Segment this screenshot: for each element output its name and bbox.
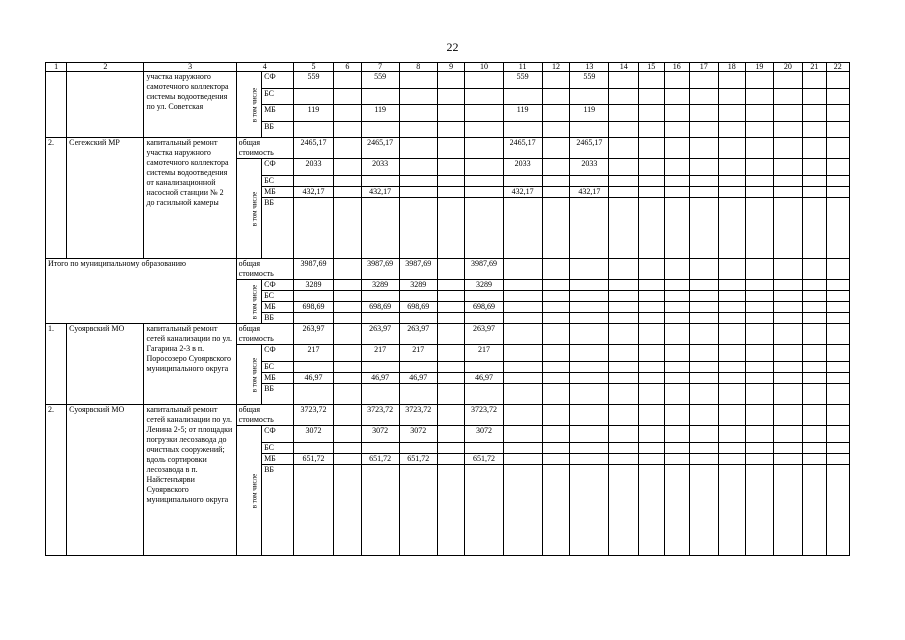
cell-value: 2465,17 [570, 138, 609, 159]
table-row [46, 405, 850, 426]
col-header: 1 [46, 63, 67, 72]
row-number: 2. [46, 405, 67, 556]
municipality-cell: Суоярвский МО [67, 405, 144, 556]
cell-value: 559 [503, 72, 542, 89]
col-header: 21 [803, 63, 826, 72]
fund-label: ВБ [262, 384, 294, 405]
cell-value: 3723,72 [399, 405, 437, 426]
col-header: 9 [437, 63, 465, 72]
col-header: 16 [664, 63, 689, 72]
cell-value: 3072 [293, 426, 333, 443]
cell-value: 651,72 [361, 454, 399, 465]
col-header: 11 [503, 63, 542, 72]
cell-value: 3289 [465, 280, 503, 291]
cell-value: 698,69 [361, 302, 399, 313]
cell-value: 3723,72 [465, 405, 503, 426]
fund-label: ВБ [262, 121, 294, 138]
cell-value: 3072 [361, 426, 399, 443]
cell-value: 559 [361, 72, 399, 89]
fund-label: ВБ [262, 465, 294, 556]
cell-value: 46,97 [465, 373, 503, 384]
budget-table [45, 62, 850, 556]
vert-label: в том числе [236, 72, 261, 138]
cell-value: 46,97 [399, 373, 437, 384]
fund-label: БС [262, 291, 294, 302]
fund-label: БС [262, 362, 294, 373]
cell-value: 3987,69 [465, 259, 503, 280]
table-row [46, 138, 850, 159]
cell-value: 46,97 [361, 373, 399, 384]
table-row [46, 324, 850, 345]
cell-value: 3289 [361, 280, 399, 291]
cell-value: 263,97 [399, 324, 437, 345]
cell-value: 651,72 [293, 454, 333, 465]
object-description: участка наружного самотечного коллектора системы водоотведения по ул. Советская [144, 72, 236, 138]
cell-value: 3072 [465, 426, 503, 443]
cell-value: 263,97 [361, 324, 399, 345]
cell-value: 217 [399, 345, 437, 362]
col-header: 3 [144, 63, 236, 72]
cell-value: 2465,17 [293, 138, 333, 159]
municipality-cell [67, 72, 144, 138]
cell-value: 432,17 [503, 187, 542, 198]
cell-value: 2033 [503, 159, 542, 176]
table-row [46, 259, 850, 280]
cell-value: 698,69 [465, 302, 503, 313]
fund-label: МБ [262, 187, 294, 198]
header-row [46, 63, 850, 72]
cell-value: 263,97 [293, 324, 333, 345]
cell-value: 2033 [361, 159, 399, 176]
col-header: 17 [689, 63, 718, 72]
cell-value: 698,69 [399, 302, 437, 313]
fund-label: БС [262, 88, 294, 105]
subtotal-label: Итого по муниципальному образованию [46, 259, 237, 324]
object-description: капитальный ремонт сетей канализации по ул. Ленина 2-5; от площадки погрузки лесозавода до очистных сооружений; вдоль сортировки лесозавода в п. Найстенъярви Суоярвского муниципального округа [144, 405, 236, 556]
fund-label: МБ [262, 302, 294, 313]
fund-label: СФ [262, 426, 294, 443]
total-label: общая стоимость [236, 259, 293, 280]
cell-value: 3987,69 [293, 259, 333, 280]
cell-value: 651,72 [399, 454, 437, 465]
fund-label: МБ [262, 454, 294, 465]
fund-label: БС [262, 176, 294, 187]
fund-label: СФ [262, 280, 294, 291]
col-header: 14 [609, 63, 639, 72]
cell-value: 3987,69 [399, 259, 437, 280]
fund-label: СФ [262, 159, 294, 176]
row-number [46, 72, 67, 138]
cell-value: 3723,72 [361, 405, 399, 426]
cell-value: 119 [293, 105, 333, 122]
cell-value: 217 [361, 345, 399, 362]
col-header: 6 [334, 63, 362, 72]
page-number: 22 [446, 40, 459, 54]
cell-value: 3723,72 [293, 405, 333, 426]
col-header: 10 [465, 63, 503, 72]
fund-label: ВБ [262, 313, 294, 324]
municipality-cell: Суоярвский МО [67, 324, 144, 405]
vert-label: в том числе [236, 280, 261, 324]
cell-value: 217 [465, 345, 503, 362]
total-label: общая стоимость [236, 138, 293, 159]
col-header: 15 [639, 63, 664, 72]
total-label: общая стоимость [236, 324, 293, 345]
municipality-cell: Сегежский МР [67, 138, 144, 259]
cell-value: 3289 [293, 280, 333, 291]
col-header: 7 [361, 63, 399, 72]
cell-value: 3072 [399, 426, 437, 443]
cell-value: 559 [293, 72, 333, 89]
col-header: 22 [826, 63, 849, 72]
row-number: 1. [46, 324, 67, 405]
cell-value: 2033 [570, 159, 609, 176]
cell-value: 46,97 [293, 373, 333, 384]
col-header: 2 [67, 63, 144, 72]
fund-label: СФ [262, 72, 294, 89]
cell-value: 119 [570, 105, 609, 122]
table-row [46, 72, 850, 89]
fund-label: МБ [262, 373, 294, 384]
vert-label: в том числе [236, 345, 261, 405]
cell-value: 2465,17 [503, 138, 542, 159]
fund-label: БС [262, 443, 294, 454]
cell-value: 2465,17 [361, 138, 399, 159]
col-header: 18 [718, 63, 746, 72]
total-label: общая стоимость [236, 405, 293, 426]
fund-label: МБ [262, 105, 294, 122]
cell-value: 651,72 [465, 454, 503, 465]
cell-value: 3289 [399, 280, 437, 291]
col-header: 12 [542, 63, 570, 72]
vert-label: в том числе [236, 159, 261, 259]
cell-value: 263,97 [465, 324, 503, 345]
col-header: 4 [236, 63, 293, 72]
col-header: 20 [773, 63, 803, 72]
cell-value: 3987,69 [361, 259, 399, 280]
object-description: капитальный ремонт участка наружного самотечного коллектора системы водоотведения от канализационной насосной станции № 2 до гасильной камеры [144, 138, 236, 259]
col-header: 13 [570, 63, 609, 72]
col-header: 5 [293, 63, 333, 72]
cell-value: 698,69 [293, 302, 333, 313]
vert-label: в том числе [236, 426, 261, 556]
fund-label: СФ [262, 345, 294, 362]
cell-value: 432,17 [293, 187, 333, 198]
object-description: капитальный ремонт сетей канализации по ул. Гагарина 2-3 в п. Поросозеро Суоярвского муниципального округа [144, 324, 236, 405]
row-number: 2. [46, 138, 67, 259]
cell-value: 559 [570, 72, 609, 89]
cell-value: 432,17 [361, 187, 399, 198]
cell-value: 432,17 [570, 187, 609, 198]
fund-label: ВБ [262, 198, 294, 259]
cell-value: 119 [503, 105, 542, 122]
col-header: 8 [399, 63, 437, 72]
cell-value: 217 [293, 345, 333, 362]
cell-value: 2033 [293, 159, 333, 176]
col-header: 19 [746, 63, 774, 72]
cell-value: 119 [361, 105, 399, 122]
